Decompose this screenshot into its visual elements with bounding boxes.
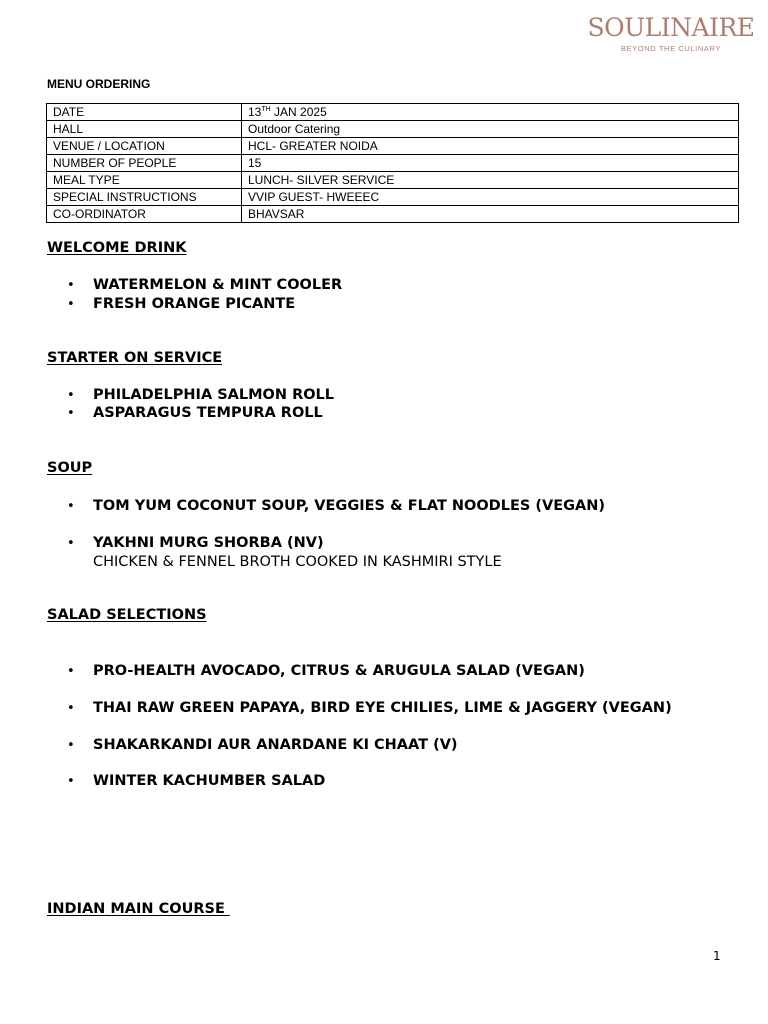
meal-type-value: LUNCH- SILVER SERVICE	[242, 172, 739, 189]
section-heading-soup: SOUP	[47, 460, 93, 476]
venue-label: VENUE / LOCATION	[47, 138, 242, 155]
item-name: PHILADELPHIA SALMON ROLL	[93, 387, 335, 403]
list-item	[67, 295, 295, 314]
table-row	[47, 155, 739, 172]
item-name: TOM YUM COCONUT SOUP, VEGGIES & FLAT NOODLES (VEGAN)	[93, 498, 605, 514]
item-description: CHICKEN & FENNEL BROTH COOKED IN KASHMIRI STYLE	[93, 554, 502, 570]
meal-type-label: MEAL TYPE	[47, 172, 242, 189]
item-name: FRESH ORANGE PICANTE	[93, 296, 296, 312]
list-item	[67, 736, 458, 755]
item-name: ASPARAGUS TEMPURA ROLL	[93, 405, 323, 421]
hall-label: HALL	[47, 121, 242, 138]
instructions-label: SPECIAL INSTRUCTIONS	[47, 189, 242, 206]
table-row	[47, 189, 739, 206]
section-heading-welcome-drink: WELCOME DRINK	[47, 240, 187, 256]
item-name: WINTER KACHUMBER SALAD	[93, 773, 326, 789]
bullet-icon: •	[67, 297, 75, 312]
venue-value: HCL- GREATER NOIDA	[242, 138, 739, 155]
date-day: 13	[248, 104, 262, 119]
list-item	[67, 662, 585, 681]
bullet-icon: •	[67, 664, 75, 679]
bullet-icon: •	[67, 406, 75, 421]
item-name: WATERMELON & MINT COOLER	[93, 277, 343, 293]
hall-value: Outdoor Catering	[242, 121, 739, 138]
date-value	[242, 104, 739, 121]
logo-tagline: BEYOND THE CULINARY	[621, 44, 721, 53]
item-name: THAI RAW GREEN PAPAYA, BIRD EYE CHILIES, LIME & JAGGERY (VEGAN)	[93, 700, 672, 716]
date-suffix: TH	[261, 105, 271, 113]
list-item	[67, 497, 605, 516]
list-item	[67, 699, 672, 718]
section-heading-starter: STARTER ON SERVICE	[47, 350, 223, 366]
page-title: MENU ORDERING	[47, 77, 151, 91]
table-row	[47, 121, 739, 138]
table-row	[47, 104, 739, 121]
item-name: PRO-HEALTH AVOCADO, CITRUS & ARUGULA SALAD (VEGAN)	[93, 663, 585, 679]
page-number: 1	[713, 949, 721, 963]
item-name: YAKHNI MURG SHORBA (NV)	[93, 535, 324, 551]
bullet-icon: •	[67, 388, 75, 403]
list-item	[67, 386, 334, 405]
item-name: SHAKARKANDI AUR ANARDANE KI CHAAT (V)	[93, 737, 458, 753]
event-details-table	[46, 103, 739, 223]
brand-logo	[586, 14, 756, 54]
bullet-icon: •	[67, 701, 75, 716]
bullet-icon: •	[67, 278, 75, 293]
coordinator-label: CO-ORDINATOR	[47, 206, 242, 223]
logo-wordmark: SOULINAIRE	[587, 13, 755, 42]
list-item	[67, 404, 323, 423]
list-item	[67, 534, 502, 571]
date-month-year: JAN 2025	[270, 104, 327, 119]
table-row	[47, 138, 739, 155]
instructions-value: VVIP GUEST- HWEEEC	[242, 189, 739, 206]
bullet-icon: •	[67, 499, 75, 514]
table-row	[47, 172, 739, 189]
bullet-icon: •	[67, 738, 75, 753]
table-row	[47, 206, 739, 223]
coordinator-value: BHAVSAR	[242, 206, 739, 223]
people-value: 15	[242, 155, 739, 172]
date-label: DATE	[47, 104, 242, 121]
people-label: NUMBER OF PEOPLE	[47, 155, 242, 172]
bullet-icon: •	[67, 536, 75, 551]
section-heading-indian-main-course: INDIAN MAIN COURSE	[47, 901, 230, 917]
section-heading-salad: SALAD SELECTIONS	[47, 607, 207, 623]
list-item	[67, 276, 342, 295]
list-item	[67, 772, 325, 791]
bullet-icon: •	[67, 774, 75, 789]
